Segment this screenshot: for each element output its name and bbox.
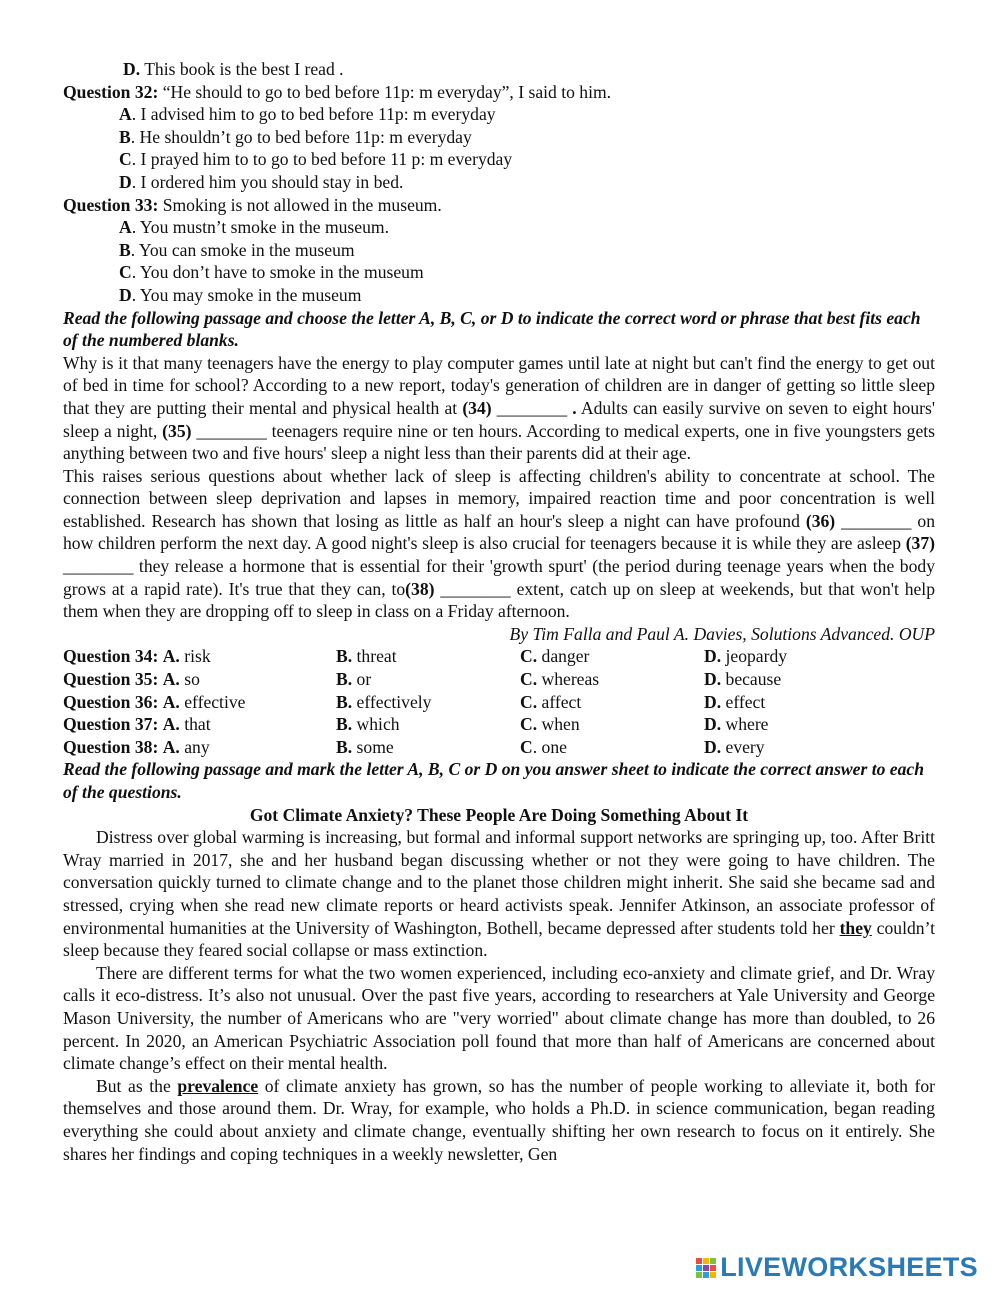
- q33-option-d: D. You may smoke in the museum: [119, 284, 362, 305]
- answer-row-34: Question 34: A. risk B. threat C. danger D. jeopardy: [63, 646, 788, 667]
- q33-option-c: C. You don’t have to smoke in the museum: [119, 262, 424, 283]
- liveworksheets-footer: [695, 1252, 978, 1283]
- reading-paragraph-3: But as the prevalence of climate anxiety has grown, so has the number of people working to alleviate it, both for themselves and those around them. Dr. Wray, for example, who holds a Ph.D. in science communication, began reading everything she could about anxiety and climate change, eventually shifting her own research to focus on it entirely. She shares her findings and coping techniques in a weekly newsletter, Gen: [63, 1075, 936, 1164]
- blank-36-label: (36): [805, 510, 836, 531]
- q32-option-b: B. He shouldn’t go to bed before 11p: m everyday: [119, 126, 472, 147]
- blank-34-label: (34): [462, 397, 492, 418]
- answer-row-36: Question 36: A. effective B. effectively C. affect D. effect: [63, 691, 766, 712]
- q33-option-b: B. You can smoke in the museum: [119, 239, 355, 260]
- passage-credit: By Tim Falla and Paul A. Davies, Solutions Advanced. OUP: [509, 623, 935, 644]
- cloze-paragraph-2: This raises serious questions about whether lack of sleep is affecting children's ability to concentrate at school. The connection between sleep deprivation and lapses in memory, impaired reaction time and poor concentration is well established. Research has shown that losing as little as half an hour's sleep a night can have profound (36) ________ on how children perform the next day. A good night's sleep is also crucial for teenagers because it is while they are asleep (37) ________ they release a hormone that is essential for their 'growth spurt' (the period during teenage years when the body grows at a rapid rate). It's true that they can, to(38) ________ extent, catch up on sleep at weekends, but that won't help them when they are dropping off to sleep in class on a Friday afternoon.: [63, 465, 936, 622]
- cloze-instruction: Read the following passage and choose the letter A, B, C, or D to indicate the correct word or phrase that best fits each of the numbered blanks.: [63, 307, 921, 351]
- cloze-passage: [63, 352, 935, 623]
- reading-instruction: Read the following passage and mark the letter A, B, C or D on you answer sheet to indicate the correct answer to each of the questions.: [63, 759, 924, 802]
- liveworksheets-logo-icon: [695, 1257, 717, 1279]
- q32-stem: Question 32: “He should to go to bed before 11p: m everyday”, I said to him.: [63, 81, 612, 102]
- reading-title: Got Climate Anxiety? These People Are Doing Something About It: [249, 804, 749, 825]
- underlined-word-prevalence: prevalence: [177, 1075, 259, 1096]
- answer-row-37: Question 37: A. that B. which C. when D. where: [63, 714, 769, 735]
- blank-38-label: (38): [405, 578, 435, 599]
- q32-option-a: A. I advised him to go to bed before 11p: m everyday: [119, 104, 496, 125]
- reading-paragraph-2: There are different terms for what the two women experienced, including eco-anxiety and climate grief, and Dr. Wray calls it eco-distress. It’s also not unusual. Over the past five years, according to researchers at Yale University and George Mason University, the number of Americans who are "very worried" about climate change has more than doubled, to 26 percent. In 2020, an American Psychiatric Association poll found that more than half of Americans are concerned about climate change’s effect on their mental health.: [63, 962, 935, 1074]
- q32-option-d: D. I ordered him you should stay in bed.: [119, 171, 404, 192]
- worksheet-page: [63, 58, 935, 1165]
- underlined-word-they: they: [839, 917, 872, 938]
- blank-37-label: (37): [905, 533, 935, 554]
- q33-stem: Question 33: Smoking is not allowed in the museum.: [63, 194, 442, 215]
- q32-option-c: C. I prayed him to to go to bed before 11 p: m everyday: [119, 149, 513, 170]
- q33-option-a: A. You mustn’t smoke in the museum.: [119, 217, 389, 238]
- answer-row-38: Question 38: A. any B. some C. one D. every: [63, 736, 765, 757]
- liveworksheets-brand: LIVEWORKSHEETS: [720, 1252, 978, 1283]
- cloze-paragraph-1: Why is it that many teenagers have the energy to play computer games until late at night but can't find the energy to get out of bed in time for school? According to a new report, today's generation of children are in danger of getting so little sleep that they are putting their mental and physical health at (34) ________ . Adults can easily survive on seven to eight hours' sleep a night, (35) ________ teenagers require nine or ten hours. According to medical experts, one in five youngsters gets anything between two and five hours' sleep a night less than their parents did at their age.: [63, 352, 935, 464]
- blank-35-label: (35): [162, 420, 192, 441]
- blank-34: ________: [491, 397, 573, 418]
- reading-paragraph-1: Distress over global warming is increasing, but formal and informal support networks are springing up, too. After Britt Wray married in 2017, she and her husband began discussing whether or not they were going to have children. The conversation quickly turned to climate change and to the planet those children might inherit. She said she became sad and stressed, crying when she read new climate reports or heard activists speak. Jennifer Atkinson, an associate professor of environmental humanities at the University of Washington, Bothell, became depressed after students told her they couldn’t sleep because they feared social collapse or mass extinction.: [63, 827, 935, 961]
- reading-passage: [63, 826, 935, 1165]
- answer-options-table: [63, 645, 935, 758]
- q31-option-d: D. This book is the best I read .: [123, 59, 344, 79]
- answer-row-35: Question 35: A. so B. or C. whereas D. because: [63, 669, 782, 690]
